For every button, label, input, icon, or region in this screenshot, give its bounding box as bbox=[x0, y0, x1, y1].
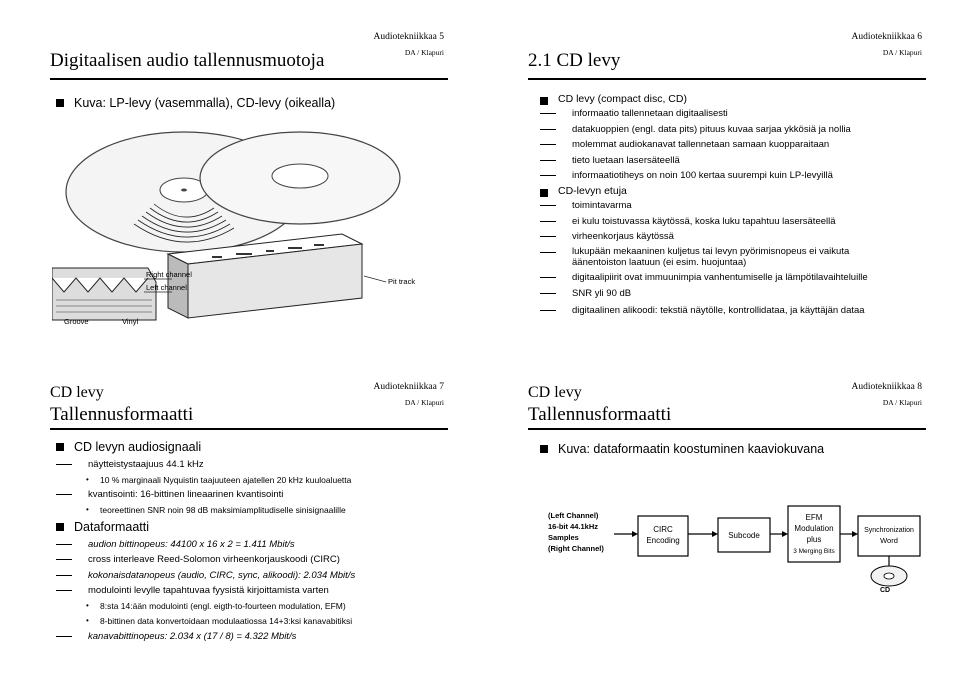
diagram-text: CIRC bbox=[653, 525, 673, 534]
bullet: Dataformaatti bbox=[56, 519, 460, 535]
right-channel-label: Right channel bbox=[146, 270, 192, 279]
title-rule bbox=[528, 78, 926, 80]
sub-sub-bullet: • 8-bittinen data konvertoidaan modulaatiossa 14+3:ksi kanavabitiksi bbox=[56, 615, 460, 627]
vinyl-section bbox=[52, 268, 156, 320]
sub-bullet: SNR yli 90 dB bbox=[540, 287, 938, 300]
slide-title bbox=[528, 382, 671, 426]
sub-sub-bullet: • 8:sta 14:ään modulointi (engl. eigth-to-fourteen modulation, EFM) bbox=[56, 600, 460, 612]
sub-bullet: cross interleave Reed-Solomon virheenkorjauskoodi (CIRC) bbox=[56, 553, 460, 566]
title-line: Tallennusformaatti bbox=[50, 404, 194, 425]
sub-bullet-text: datakuoppien (engl. data pits) pituus kuvaa sarjaa ykkösiä ja nollia bbox=[572, 123, 851, 135]
title-line: Tallennusformaatti bbox=[528, 404, 672, 425]
course-label: Audiotekniikkaa 6 bbox=[851, 32, 922, 42]
sub-bullet: molemmat audiokanavat tallennetaan samaan kuopparaitaan bbox=[540, 138, 938, 151]
diagram-text: Samples bbox=[548, 533, 579, 542]
sub-bullet: audion bittinopeus: 44100 x 16 x 2 = 1.411 Mbit/s bbox=[56, 538, 460, 551]
title-rule bbox=[50, 78, 448, 80]
sub-bullet: näytteistystaajuus 44.1 kHz bbox=[56, 458, 460, 471]
bullet: CD-levyn etuja bbox=[540, 185, 938, 198]
diagram-text: plus bbox=[806, 535, 822, 544]
sub-sub-bullet: • 10 % marginaali Nyquistin taajuuteen ajatellen 20 kHz kuuloaluetta bbox=[56, 474, 460, 486]
sub-bullet: tieto luetaan lasersäteellä bbox=[540, 154, 938, 167]
slide-lp-cd bbox=[16, 10, 466, 335]
slide-tallennusformaatti-8 bbox=[494, 360, 944, 685]
title-line: CD levy bbox=[50, 384, 104, 401]
lp-cd-figure bbox=[52, 122, 432, 330]
diagram-text: (Left Channel) bbox=[548, 511, 599, 520]
bullet: CD levy (compact disc, CD) bbox=[540, 93, 938, 106]
course-label: Audiotekniikkaa 5 bbox=[373, 32, 444, 42]
author-label: DA / Klapuri bbox=[882, 48, 922, 57]
sub-bullet: kanavabittinopeus: 2.034 x (17 / 8) = 4.322 Mbit/s bbox=[56, 630, 460, 643]
author-label: DA / Klapuri bbox=[404, 398, 444, 407]
vinyl-label: Vinyl bbox=[122, 317, 139, 326]
slide-tallennusformaatti-7 bbox=[16, 360, 466, 685]
bullet: CD levyn audiosignaali bbox=[56, 439, 460, 455]
sub-sub-bullet: • teoreettinen SNR noin 98 dB maksimiamplitudiselle sinisignaalille bbox=[56, 504, 460, 516]
bullet: Kuva: LP-levy (vasemmalla), CD-levy (oikealla) bbox=[56, 95, 460, 111]
slide-cd-levy bbox=[494, 10, 944, 335]
sub-bullet: digitaalipiirit ovat immuunimpia vanhentumiselle ja lämpötilavaihteluille bbox=[540, 271, 938, 284]
diagram-text: CD bbox=[880, 587, 891, 594]
sub-bullet: informaatiotiheys on noin 100 kertaa suurempi kuin LP-levyillä bbox=[540, 169, 938, 182]
slide-body bbox=[540, 92, 938, 317]
diagram-text: Modulation bbox=[794, 524, 834, 533]
author-label: DA / Klapuri bbox=[882, 398, 922, 407]
slide-title bbox=[50, 382, 193, 426]
slide-title: 2.1 CD levy bbox=[528, 50, 621, 71]
title-line: CD levy bbox=[528, 384, 582, 401]
diagram-text: Subcode bbox=[728, 531, 760, 540]
sub-bullet: informaatio tallennetaan digitaalisesti bbox=[540, 107, 938, 120]
pit-track-label: Pit track bbox=[388, 277, 416, 286]
sub-bullet: kvantisointi: 16-bittinen lineaarinen kvantisointi bbox=[56, 488, 460, 501]
sub-bullet bbox=[540, 123, 938, 136]
slide-header bbox=[852, 382, 922, 407]
diagram-text: 16-bit 44.1kHz bbox=[548, 522, 599, 531]
sub-bullet: ei kulu toistuvassa käytössä, koska luku tapahtuu lasersäteellä bbox=[540, 215, 938, 228]
slide-header bbox=[374, 32, 444, 57]
input-samples-label bbox=[548, 511, 604, 553]
sub-bullet: virheenkorjaus käytössä bbox=[540, 230, 938, 243]
diagram-text: EFM bbox=[805, 513, 823, 522]
slide-title: Digitaalisen audio tallennusmuotoja bbox=[50, 50, 325, 71]
sub-bullet: toimintavarma bbox=[540, 199, 938, 212]
slide-header bbox=[374, 382, 444, 407]
diagram-text: Synchronization bbox=[864, 527, 914, 534]
slide-body bbox=[56, 94, 460, 111]
diagram-text: 3 Merging Bits bbox=[793, 548, 835, 555]
diagram-text: (Right Channel) bbox=[548, 544, 604, 553]
left-channel-label: Left channel bbox=[146, 283, 187, 292]
sub-bullet: modulointi levylle tapahtuvaa fyysistä kirjoittamista varten bbox=[56, 584, 460, 597]
sub-bullet: lukupään mekaaninen kuljetus tai levyn pyörimisnopeus ei vaikuta äänentoiston laatuun (ei esim. huojuntaa) bbox=[540, 246, 902, 269]
cd-format-diagram bbox=[546, 504, 926, 594]
slide-body bbox=[540, 440, 938, 457]
course-label: Audiotekniikkaa 8 bbox=[851, 382, 922, 392]
title-rule bbox=[528, 428, 926, 430]
sub-bullet: digitaalinen alikoodi: tekstiä näytölle, kontrollidataa, ja käyttäjän dataa bbox=[540, 304, 938, 317]
course-label: Audiotekniikkaa 7 bbox=[373, 382, 444, 392]
author-label: DA / Klapuri bbox=[404, 48, 444, 57]
diagram-text: Word bbox=[880, 536, 898, 545]
title-rule bbox=[50, 428, 448, 430]
slide-header bbox=[852, 32, 922, 57]
groove-label: Groove bbox=[64, 317, 89, 326]
slide-body bbox=[56, 438, 460, 643]
bullet: Kuva: dataformaatin koostuminen kaaviokuvana bbox=[540, 441, 938, 457]
sub-bullet: kokonaisdatanopeus (audio, CIRC, sync, alikoodi): 2.034 Mbit/s bbox=[56, 569, 460, 582]
diagram-text: Encoding bbox=[646, 536, 680, 545]
